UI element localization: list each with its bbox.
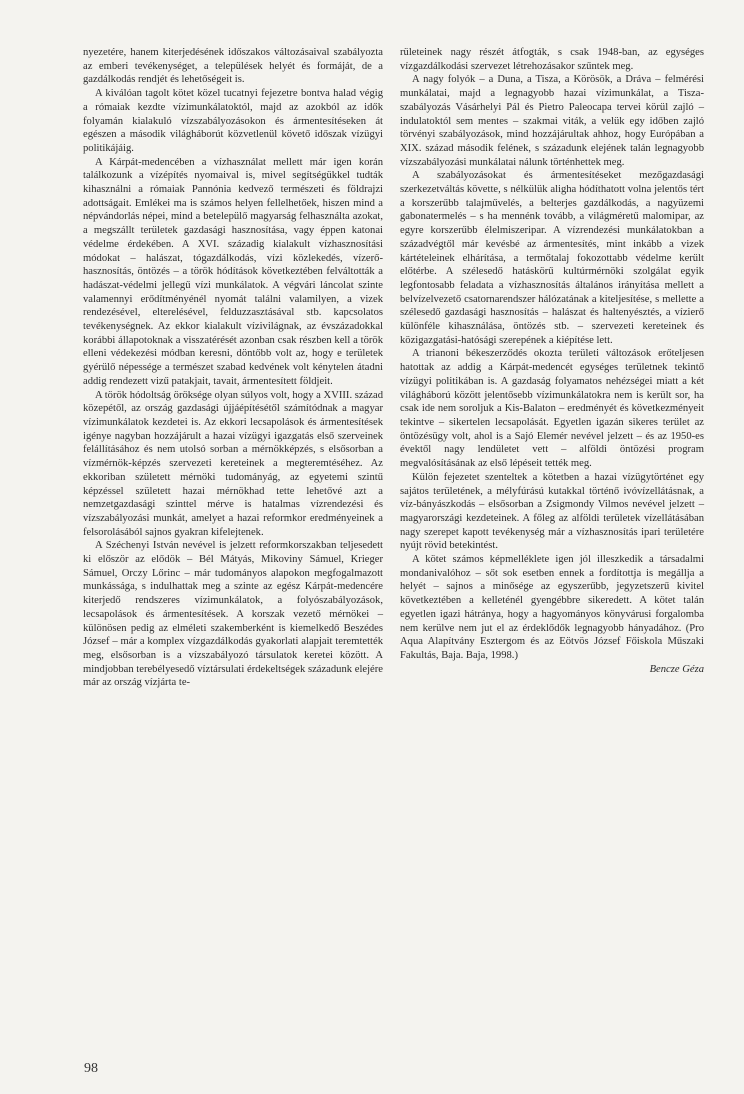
- right-text-column: [400, 46, 704, 676]
- paragraph: A trianoni békeszerződés okozta területi változások erőteljesen hatottak az addig a Kárpát-medencét egységes területnek tekintő vízügyi politikában is. A gazdaság folyamatos nehézségei miatt a két világháború között jelentősebb vízimunkálatokra nem is került sor, ha csak ide nem soroljuk a Kis-Balaton – eredményét és következményeit tekintve – sikertelen lecsapolását. Egyetlen igazán sikeres terület az öntözésügy volt, ahol is a Sajó Elemér nevével jelzett – és az 1950-es évektől nagy lendületet vett – alföldi öntözési program megvalósításának az első lépéseit tették meg.: [400, 348, 704, 470]
- paragraph: A török hódoltság öröksége olyan súlyos volt, hogy a XVIII. század közepétől, az ország gazdasági újjáépítésétől számítódnak a magyar vízimunkálatok kezdetei is. Az ekkori lecsapolások és ármentesítések igénye nagyban hozzájárult a hazai vízügyi igazgatás első szerveinek felállításához és nem utolsó sorban a mérnökképzés, s elsősorban a vízmérnök-képzés szervezeti kereteinek a megteremtéséhez. Az ekkoriban született mérnöki tudományág, az egyetemi szintű képzéssel született hazai mérnökhad tette lehetővé azt a nemzetgazdasági szinttel mérve is hatalmas vízrendezési és vízszabályozási munkát, amelyet a hazai reformkor eredményeinek a felsorolásából sajnos gyakran kifelejtenek.: [83, 389, 383, 538]
- paragraph: A Kárpát-medencében a vízhasználat mellett már igen korán találkozunk a vízépítés nyomaival is, mivel segítségükkel tudták kihasználni a rómaiak Pannónia kedvező természeti és földrajzi adottságait. Emlékei ma is számos helyen fellelhetőek, hiszen mind a népvándorlás népei, mind a betelepülő magyarság felhasználta azokat, a megszállt területek gazdasági hasznosítása, vagy éppen katonai védelme érdekében. A XVI. századig kialakult vízhasznosítási módokat – halászat, tógazdálkodás, vízi közlekedés, vízerő-hasznosítás, öntözés – a török hódítások következtében felváltották a hadászat-védelmi jellegű vízi munkálatok. A végvári láncolat szinte valamennyi erődítményénél nyomát találni valamilyen, a vizek rendezésével, elterelésével, felduzzasztásával stb. kapcsolatos tevékenységnek. Az ekkor kialakult vízivilágnak, az évszázadokkal korábbi állapotoknak a visszatérését azonban csak részben kell a török elleni védekezési módban keresni, döntőbb volt az, hogy e területek gyérülő népessége a természet szabad kedvének volt kénytelen átadni addig rendezett vizű patakjait, tavait, ármentesített földjeit.: [83, 156, 383, 387]
- paragraph: A kiválóan tagolt kötet közel tucatnyi fejezetre bontva halad végig a rómaiak kezdte vízimunkálatoktól, majd az azokból az idők folyamán kialakuló vízszabályozásokon és ármentesítéseken át egészen a második világháborút közvetlenül követő időszak vízügyi politikájáig.: [83, 88, 383, 154]
- page-number: 98: [84, 1061, 98, 1076]
- paragraph: A kötet számos képmelléklete igen jól illeszkedik a társadalmi mondanivalóhoz – sőt sok esetben ennek a fordítottja is megállja a helyét – sajnos a minősége az egyszerűbb, jegyzetszerű kivitel következtében a kelleténél gyengébbre sikeredett. A kötet talán egyetlen igazi hátránya, hogy a hagyományos könyvárusi forgalomba nem kerülve nem jut el az érdeklődők legnagyobb hányadához. (Pro Aqua Alapítvány Esztergom és az Eötvös József Főiskola Műszaki Fakultás, Baja. Baja, 1998.): [400, 554, 704, 661]
- paragraph: A szabályozásokat és ármentesítéseket mezőgazdasági szerkezetváltás követte, s nélkülük aligha hódíthatott volna jelentős tért a korszerűbb talajművelés, a belterjes gazdálkodás, a nagyüzemi gabonatermelés – s ha mennénk tovább, a világméretű malomipar, az egyre korszerűbb élelmiszeripar. A vízrendezési munkálatokban a századvégtől már kevésbé az ármentesítés, mint inkább a vizek kártételeinek elhárítása, a termőtalaj fokozottabb védelme került előtérbe. A szélesedő hatáskörű kultúrmérnöki szolgálat egyik legfontosabb feladata a vízhasznosítás általános irányítása mellett a belvízelvezető csatornarendszer hálózatának a kiteljesítése, s mellette a szélesedő gazdasági hasznosítás – halászat és haltenyésztés, a vízierő különféle kihasználása, öntözés stb. – szervezeti kereteinek és közigazgatási-hatósági szerepének a kiépítése lett.: [400, 170, 704, 346]
- paragraph: Külön fejezetet szenteltek a kötetben a hazai vízügytörténet egy sajátos területének, a mélyfúrású kutakkal történő ivóvízellátásnak, a víz-bányászkodás – elsősorban a Zsigmondy Vilmos nevével jelzett – magyarországi kezdeteinek. A főleg az alföldi területek vízellátásában nagy szerepet kapott tevékenység már a vízhasznosítás ipari területére nyújt rövid betekintést.: [400, 471, 704, 552]
- paragraph: nyezetére, hanem kiterjedésének időszakos változásaival szabályozta az emberi tevékenységet, a települések helyét és formáját, de a gazdálkodás rendjét és lehetőségeit is.: [83, 47, 383, 86]
- left-text-column: [83, 46, 383, 690]
- paragraph: A Széchenyi István nevével is jelzett reformkorszakban teljesedett ki először az elődök – Bél Mátyás, Mikoviny Sámuel, Krieger Sámuel, Orczy Lőrinc – már tudományos alapokon megfogalmazott munkássága, s indulhattak meg a szinte az egész Kárpát-medencére kiterjedő rendszeres vízimunkálatok, a folyószabályozások, lecsapolások és ármentesítések. A korszak vezető mérnökei – különösen pedig az elméleti szakemberként is kiemelkedő Beszédes József – már a komplex vízgazdálkodás gyakorlati alapjait teremtették meg, elsősorban is a vízszabályozó társulatok keretei között. A mindjobban terebélyesedő víztársulati érdekeltségek századunk elejére már az ország vízjárta te-: [83, 540, 383, 689]
- author-signature: Bencze Géza: [649, 663, 704, 675]
- paragraph: rületeinek nagy részét átfogták, s csak 1948-ban, az egységes vízgazdálkodási szervezet létrehozásakor szűntek meg.: [400, 47, 704, 72]
- paragraph: A nagy folyók – a Duna, a Tisza, a Körösök, a Dráva – felmérési munkálatai, majd a legnagyobb hazai vízimunkálat, a Tisza-szabályozás Vásárhelyi Pál és Pietro Paleocapa tervei körül zajló – indulatoktól sem mentes – szakmai viták, a velük egy időben zajló törvényi szabályozások, mind hozzájárultak ahhoz, hogy Európában a XIX. század második felének, s századunk elejének talán legnagyobb vízszabályozási munkálatai nálunk történhettek meg.: [400, 74, 704, 168]
